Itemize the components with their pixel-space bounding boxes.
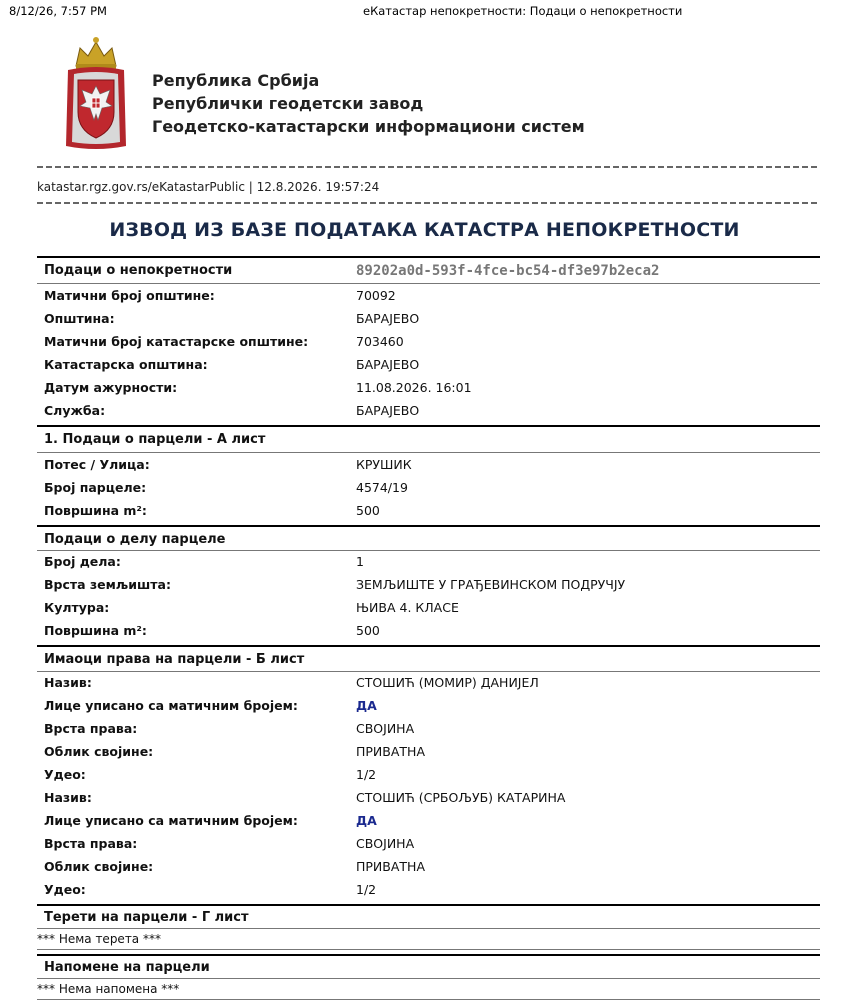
field-label: Врста права: bbox=[44, 721, 138, 736]
field-label: Матични број катастарске општине: bbox=[44, 334, 309, 349]
institution-names bbox=[152, 69, 585, 138]
property-id: 89202a0d-593f-4fce-bc54-df3e97b2eca2 bbox=[356, 263, 660, 279]
field-value: 1 bbox=[356, 554, 364, 569]
field-label: Матични број општине: bbox=[44, 288, 215, 303]
field-value: 500 bbox=[356, 623, 380, 638]
field-label: Култура: bbox=[44, 600, 110, 615]
field-label: Удео: bbox=[44, 767, 86, 782]
row-rule bbox=[37, 452, 820, 453]
field-label: Удео: bbox=[44, 882, 86, 897]
field-value: СВОЈИНА bbox=[356, 836, 415, 851]
row-rule bbox=[37, 671, 820, 672]
field-label: Облик својине: bbox=[44, 744, 154, 759]
field-value: ЊИВА 4. КЛАСЕ bbox=[356, 600, 459, 615]
field-value: 703460 bbox=[356, 334, 404, 349]
burdens-note: *** Нема терета *** bbox=[37, 932, 161, 946]
field-label: Облик својине: bbox=[44, 859, 154, 874]
field-label: Лице уписано са матичним бројем: bbox=[44, 813, 298, 828]
field-label: Датум ажурности: bbox=[44, 380, 178, 395]
section-rule bbox=[37, 904, 820, 906]
field-value: БАРАЈЕВО bbox=[356, 311, 420, 326]
divider bbox=[37, 166, 820, 168]
field-label: Служба: bbox=[44, 403, 106, 418]
print-page-title: еКатастар непокретности: Подаци о непокретности bbox=[363, 4, 683, 18]
row-rule bbox=[37, 978, 820, 979]
row-rule bbox=[37, 999, 820, 1000]
owner-name: СТОШИЋ (МОМИР) ДАНИЈЕЛ bbox=[356, 675, 539, 690]
remarks-heading: Напомене на парцели bbox=[44, 960, 210, 975]
registered-flag: ДА bbox=[356, 813, 377, 828]
field-value: БАРАЈЕВО bbox=[356, 357, 420, 372]
field-label: Потес / Улица: bbox=[44, 457, 150, 472]
field-value: СВОЈИНА bbox=[356, 721, 415, 736]
field-value: ПРИВАТНА bbox=[356, 859, 426, 874]
remarks-note: *** Нема напомена *** bbox=[37, 982, 180, 996]
field-label: Број парцеле: bbox=[44, 480, 147, 495]
burdens-heading: Терети на парцели - Г лист bbox=[44, 910, 249, 925]
source-line: katastar.rgz.gov.rs/eKatastarPublic | 12.8.2026. 19:57:24 bbox=[37, 180, 380, 194]
property-heading: Подаци о непокретности bbox=[44, 263, 233, 278]
row-rule bbox=[37, 283, 820, 284]
owners-heading: Имаоци права на парцели - Б лист bbox=[44, 652, 305, 667]
parcel-part-heading: Подаци о делу парцеле bbox=[44, 532, 226, 547]
field-label: Назив: bbox=[44, 675, 92, 690]
field-value: 500 bbox=[356, 503, 380, 518]
field-label: Катастарска општина: bbox=[44, 357, 208, 372]
field-value: ЗЕМЉИШТЕ У ГРАЂЕВИНСКОМ ПОДРУЧЈУ bbox=[356, 577, 626, 592]
field-value: БАРАЈЕВО bbox=[356, 403, 420, 418]
serbian-coat-of-arms-icon bbox=[64, 34, 128, 152]
authority-name: Републички геодетски завод bbox=[152, 94, 424, 113]
section-rule bbox=[37, 256, 820, 258]
section-rule bbox=[37, 954, 820, 956]
field-value: 70092 bbox=[356, 288, 396, 303]
print-header bbox=[9, 4, 840, 20]
field-label: Површина m²: bbox=[44, 623, 147, 638]
row-rule bbox=[37, 550, 820, 551]
field-value: 11.08.2026. 16:01 bbox=[356, 380, 472, 395]
field-label: Општина: bbox=[44, 311, 115, 326]
field-label: Број дела: bbox=[44, 554, 121, 569]
field-label: Врста земљишта: bbox=[44, 577, 171, 592]
section-rule bbox=[37, 525, 820, 527]
system-name: Геодетско-катастарски информациони систем bbox=[152, 117, 585, 136]
row-rule bbox=[37, 928, 820, 929]
field-value: ПРИВАТНА bbox=[356, 744, 426, 759]
parcel-heading: 1. Подаци о парцели - А лист bbox=[44, 432, 266, 447]
field-label: Лице уписано са матичним бројем: bbox=[44, 698, 298, 713]
owner-name: СТОШИЋ (СРБОЉУБ) КАТАРИНА bbox=[356, 790, 566, 805]
field-label: Површина m²: bbox=[44, 503, 147, 518]
print-date: 8/12/26, 7:57 PM bbox=[9, 4, 107, 18]
divider bbox=[37, 202, 820, 204]
section-rule bbox=[37, 425, 820, 427]
registered-flag: ДА bbox=[356, 698, 377, 713]
field-value: 4574/19 bbox=[356, 480, 408, 495]
field-value: 1/2 bbox=[356, 882, 377, 897]
institution-header bbox=[64, 34, 784, 154]
document-title: ИЗВОД ИЗ БАЗЕ ПОДАТАКА КАТАСТРА НЕПОКРЕТНОСТИ bbox=[109, 219, 740, 241]
field-label: Назив: bbox=[44, 790, 92, 805]
field-value: КРУШИК bbox=[356, 457, 412, 472]
section-rule bbox=[37, 645, 820, 647]
republic-name: Република Србија bbox=[152, 71, 320, 90]
field-value: 1/2 bbox=[356, 767, 377, 782]
field-label: Врста права: bbox=[44, 836, 138, 851]
row-rule bbox=[37, 949, 820, 950]
